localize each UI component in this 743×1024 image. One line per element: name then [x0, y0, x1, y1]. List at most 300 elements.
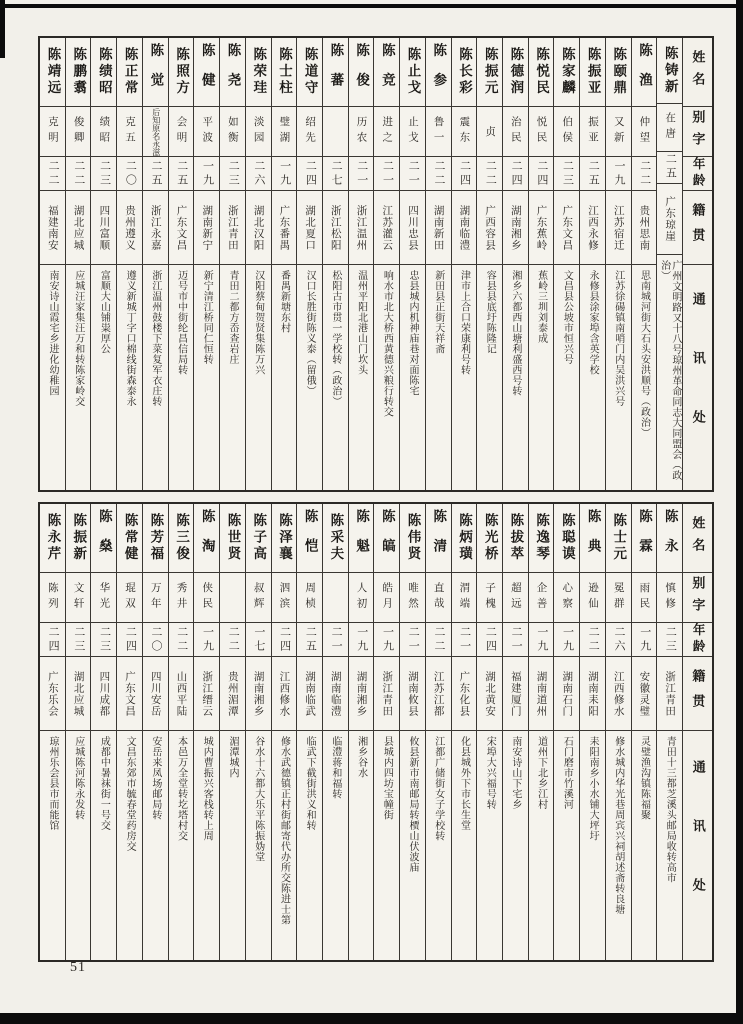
person-name: [632, 38, 657, 106]
person-native-place-text: 福建厦门: [509, 670, 521, 717]
person-address: [272, 264, 297, 490]
person-native-place-text: 湖北夏口: [304, 204, 316, 251]
person-name-text: 陈振元: [482, 47, 498, 97]
person-age: [503, 156, 528, 190]
person-name-text: 陈止戈: [405, 47, 421, 97]
person-native-place-text: 四川富顺: [98, 204, 110, 251]
person-name-text: 陈正常: [122, 47, 138, 97]
person-native-place: [503, 190, 528, 264]
header-contact-label: 通讯处: [690, 291, 706, 469]
header-zi: [683, 106, 712, 156]
person-name: [477, 504, 502, 572]
person-courtesy-name-text: 在唐: [664, 111, 676, 143]
person-address-text: 耒阳南乡小水铺大坪圩: [587, 736, 599, 841]
person-address-text: 津市上合口荣康利号转: [458, 270, 470, 375]
person-column: [193, 38, 219, 490]
person-age: [452, 622, 477, 656]
person-native-place: [117, 190, 142, 264]
person-courtesy-name: [40, 106, 65, 156]
person-native-place-text: 广东文昌: [175, 204, 187, 251]
person-age-text: 二四: [458, 159, 471, 188]
person-name: [323, 38, 348, 106]
person-courtesy-name: [400, 106, 425, 156]
person-courtesy-name-text: 绩昭: [98, 116, 110, 147]
person-native-place-text: 四川成都: [98, 670, 110, 717]
person-name-text: 陈渔: [637, 42, 652, 102]
directory-table-bottom-grid: [38, 502, 714, 962]
person-column: [451, 38, 477, 490]
person-name: [426, 504, 451, 572]
person-native-place: [323, 190, 348, 264]
person-column: [322, 504, 348, 960]
person-native-place-text: 湖南耒阳: [586, 670, 598, 717]
person-courtesy-name-text: 叔辉: [252, 582, 264, 613]
person-native-place: [606, 656, 631, 730]
person-name-text: 陈长彩: [456, 47, 472, 97]
person-address-text: 应城陈河陈永发转: [72, 736, 84, 820]
person-column: [40, 504, 65, 960]
person-age: [66, 622, 91, 656]
person-address-text: 忠县城内机神庙巷对面陈宅: [407, 270, 419, 396]
person-courtesy-name: [580, 106, 605, 156]
person-courtesy-name: [272, 106, 297, 156]
person-column: [245, 504, 271, 960]
person-age-text: 二二: [227, 625, 240, 654]
person-native-place: [220, 190, 245, 264]
scan-edge-bottom: [0, 1013, 743, 1024]
person-courtesy-name: [426, 572, 451, 622]
person-courtesy-name: [194, 106, 219, 156]
person-name-text: 陈铸新: [662, 45, 678, 96]
person-name: [297, 504, 322, 572]
person-age: [374, 156, 399, 190]
person-age-text: 一九: [355, 625, 368, 654]
person-courtesy-name: [91, 572, 116, 622]
person-name-text: 陈伟贤: [405, 513, 421, 563]
person-column: [65, 38, 91, 490]
header-name-label: 姓名: [690, 516, 706, 560]
person-address-text: 应城汪家集汪万和转陈家岭交: [72, 270, 84, 407]
person-courtesy-name: [452, 106, 477, 156]
person-age-text: 二五: [587, 159, 600, 188]
person-native-place-text: 湖北应城: [72, 204, 84, 251]
person-native-place-text: 江苏宿迁: [612, 204, 624, 251]
person-age-text: 二四: [484, 625, 497, 654]
person-name: [452, 38, 477, 106]
person-native-place: [606, 190, 631, 264]
person-address: [323, 730, 348, 960]
person-courtesy-name-text: 鲁一: [432, 116, 444, 147]
person-age-text: 二一: [330, 625, 343, 654]
person-address-text: 南安诗山下宅乡: [509, 736, 521, 810]
person-address-text: 思南城河街大石头安洪顺号（政治）: [638, 270, 650, 438]
person-native-place: [169, 656, 194, 730]
person-courtesy-name-text: 侠民: [201, 582, 213, 613]
person-name-text: 陈健: [199, 42, 215, 102]
person-address: [169, 264, 194, 490]
person-column: [322, 38, 348, 490]
person-age: [66, 156, 91, 190]
person-native-place-text: 湖南临澧: [329, 670, 341, 717]
person-address: [40, 264, 65, 490]
header-age-label: 年龄: [691, 157, 706, 190]
person-name: [657, 38, 682, 103]
person-name-text: 陈竞: [379, 42, 395, 102]
person-age: [632, 622, 657, 656]
person-address-text: 琼州乐会县市而能馆: [46, 736, 58, 831]
person-address: [117, 264, 142, 490]
person-name: [606, 38, 631, 106]
person-address-text: 江都广储街女子学校转: [432, 736, 444, 841]
person-age: [374, 622, 399, 656]
person-native-place-text: 浙江松阳: [329, 204, 341, 251]
person-column: [373, 38, 399, 490]
person-age-text: 二四: [304, 159, 317, 188]
person-courtesy-name: [657, 103, 682, 151]
person-native-place-text: 江苏江都: [432, 670, 444, 717]
person-courtesy-name: [349, 572, 374, 622]
person-courtesy-name: [117, 572, 142, 622]
person-native-place: [143, 190, 168, 264]
person-courtesy-name-text: 如衡: [226, 116, 238, 147]
person-courtesy-name-text: 贞: [484, 126, 496, 137]
header-contact: [683, 264, 712, 490]
person-courtesy-name: [632, 572, 657, 622]
person-courtesy-name-text: 华光: [98, 582, 110, 613]
person-age: [169, 622, 194, 656]
person-address: [143, 264, 168, 490]
person-native-place: [246, 190, 271, 264]
person-age: [246, 622, 271, 656]
person-courtesy-name: [40, 572, 65, 622]
person-courtesy-name: [400, 572, 425, 622]
person-age-text: 一九: [381, 625, 394, 654]
person-age-text: 二二: [587, 625, 600, 654]
person-courtesy-name: [246, 106, 271, 156]
person-age: [503, 622, 528, 656]
person-native-place: [66, 190, 91, 264]
person-name-text: 陈清: [431, 508, 447, 568]
person-column: [528, 38, 554, 490]
person-name: [91, 38, 116, 106]
person-age: [194, 156, 219, 190]
person-courtesy-name-text: 会明: [175, 116, 187, 147]
person-age-text: 一九: [201, 159, 214, 188]
person-column: [271, 38, 297, 490]
person-address-text: 文昌东郊市毓春堂药房交: [124, 736, 136, 852]
person-native-place-text: 湖北应城: [72, 670, 84, 717]
person-age: [220, 156, 245, 190]
person-address: [657, 730, 682, 960]
person-native-place-text: 福建南安: [46, 204, 58, 251]
person-native-place-text: 湖南临澧: [458, 204, 470, 251]
person-native-place: [374, 656, 399, 730]
person-age-text: 二二: [432, 159, 445, 188]
person-address: [143, 730, 168, 960]
person-address-text: 临武下截街洪义和转: [304, 736, 316, 831]
header-contact-label: 通讯处: [690, 759, 706, 937]
person-name: [91, 504, 116, 572]
person-name-text: 陈靖远: [45, 47, 61, 97]
person-courtesy-name: [606, 572, 631, 622]
person-address-text: 攸县新市南邮局转槚山伏波庙: [407, 736, 419, 873]
person-name: [529, 38, 554, 106]
person-courtesy-name: [529, 572, 554, 622]
person-native-place-text: 浙江永嘉: [149, 204, 161, 251]
person-age-text: 一九: [201, 625, 214, 654]
header-contact: [683, 730, 712, 960]
person-courtesy-name-text: 俊卿: [72, 116, 84, 147]
person-native-place-text: 湖北汉阳: [252, 204, 264, 251]
header-native: [683, 190, 712, 264]
person-name: [349, 38, 374, 106]
person-column: [65, 504, 91, 960]
person-name-text: 陈道守: [302, 47, 318, 97]
header-native-label: 籍贯: [690, 668, 706, 719]
person-age-text: 二三: [98, 625, 111, 654]
person-courtesy-name-text: 仲望: [638, 116, 650, 147]
person-courtesy-name: [297, 572, 322, 622]
person-age-text: 一九: [561, 625, 574, 654]
person-native-place: [580, 656, 605, 730]
person-address-text: 安岳来凤场邮局转: [149, 736, 161, 820]
person-native-place-text: 湖南湘乡: [509, 204, 521, 251]
person-native-place-text: 湖南湘乡: [355, 670, 367, 717]
person-native-place: [632, 656, 657, 730]
person-native-place: [220, 656, 245, 730]
person-age: [657, 622, 682, 656]
person-name-text: 陈聪谟: [559, 513, 575, 563]
person-column: [425, 38, 451, 490]
person-name: [194, 504, 219, 572]
person-age: [91, 156, 116, 190]
person-native-place-text: 江西修水: [612, 670, 624, 717]
person-name-text: 陈蕃: [328, 42, 344, 102]
person-column: [502, 504, 528, 960]
person-name-text: 陈常健: [122, 513, 138, 563]
person-native-place-text: 贵州湄潭: [226, 670, 238, 717]
person-native-place-text: 湖南新田: [432, 204, 444, 251]
person-age-text: 二一: [381, 159, 394, 188]
person-name: [40, 38, 65, 106]
person-age: [452, 156, 477, 190]
person-address: [349, 730, 374, 960]
person-courtesy-name: [246, 572, 271, 622]
person-native-place: [632, 190, 657, 264]
person-courtesy-name: [220, 572, 245, 622]
person-courtesy-name-text: 唯然: [406, 582, 418, 613]
person-address: [477, 730, 502, 960]
header-name: [683, 504, 712, 572]
person-age: [426, 156, 451, 190]
person-address: [477, 264, 502, 490]
person-address-text: 松阳古市贯一学校转（政治）: [329, 270, 341, 407]
person-name-text: 陈子高: [251, 513, 267, 563]
person-native-place-text: 浙江青田: [226, 204, 238, 251]
person-address: [657, 254, 682, 490]
header-name-label: 姓名: [690, 50, 706, 94]
person-courtesy-name: [272, 572, 297, 622]
person-age: [117, 622, 142, 656]
person-column: [553, 38, 579, 490]
person-native-place: [657, 183, 682, 254]
person-name: [297, 38, 322, 106]
person-native-place-text: 四川忠县: [406, 204, 418, 251]
person-address-text: 容县县底圩陈隆记: [484, 270, 496, 354]
person-column: [373, 504, 399, 960]
person-age-text: 二三: [72, 625, 85, 654]
person-column: [399, 504, 425, 960]
person-age-text: 二一: [355, 159, 368, 188]
directory-table-bottom: [38, 502, 714, 962]
person-age: [91, 622, 116, 656]
person-native-place-text: 浙江温州: [355, 204, 367, 251]
person-address: [426, 264, 451, 490]
person-address-text: 汉阳蔡甸贺贤集陈万兴: [252, 270, 264, 375]
person-address: [349, 264, 374, 490]
scan-edge-top: [0, 4, 743, 8]
person-address-text: 浙江温州鼓楼下菜复军衣庄转: [149, 270, 161, 407]
person-address-text: 迈号市中街纶昌信局转: [175, 270, 187, 375]
person-name: [426, 38, 451, 106]
person-address: [452, 264, 477, 490]
person-native-place: [657, 656, 682, 730]
person-age-text: 二〇: [124, 159, 137, 188]
person-courtesy-name: [503, 106, 528, 156]
person-courtesy-name-text: 逊仙: [586, 582, 598, 613]
header-age-label: 年龄: [691, 623, 706, 656]
person-name-text: 陈三俊: [174, 513, 190, 563]
person-native-place: [426, 190, 451, 264]
header-age: [683, 156, 712, 190]
person-courtesy-name: [632, 106, 657, 156]
person-address: [194, 730, 219, 960]
header-name: [683, 38, 712, 106]
person-name-text: 陈皜: [379, 508, 395, 568]
person-address-text: 汉口长胜街陈义泰（留俄）: [304, 270, 316, 396]
person-column: [142, 504, 168, 960]
person-age: [606, 622, 631, 656]
person-address: [554, 264, 579, 490]
person-native-place: [349, 656, 374, 730]
person-address: [606, 264, 631, 490]
person-age-text: 二一: [458, 625, 471, 654]
person-column: [631, 38, 657, 490]
person-age-text: 二四: [510, 159, 523, 188]
person-age: [477, 622, 502, 656]
person-courtesy-name: [297, 106, 322, 156]
person-name-text: 陈魁: [354, 508, 370, 568]
person-native-place: [272, 190, 297, 264]
person-courtesy-name: [426, 106, 451, 156]
person-age-text: 二〇: [150, 625, 163, 654]
person-column: [193, 504, 219, 960]
person-column: [528, 504, 554, 960]
person-age: [272, 622, 297, 656]
person-age: [40, 622, 65, 656]
person-name: [66, 38, 91, 106]
person-address-text: 化县城外下市长生堂: [458, 736, 470, 831]
person-courtesy-name-text: 心察: [561, 582, 573, 613]
scan-edge-right: [736, 0, 743, 1024]
person-age: [657, 151, 682, 183]
person-age: [554, 622, 579, 656]
person-courtesy-name-text: 历农: [355, 116, 367, 147]
person-name-text: 陈悦民: [534, 47, 550, 97]
person-native-place-text: 广东琼崖: [664, 195, 676, 242]
person-native-place-text: 浙江缙云: [201, 670, 213, 717]
person-age-text: 一九: [638, 625, 651, 654]
header-native-label: 籍贯: [690, 202, 706, 253]
person-age: [323, 622, 348, 656]
person-name-text: 陈典: [585, 508, 601, 568]
person-address: [66, 730, 91, 960]
person-age-text: 二六: [612, 625, 625, 654]
person-native-place-text: 安徽灵璧: [638, 670, 650, 717]
person-address: [40, 730, 65, 960]
person-address-text: 石门磨市竹溪河: [561, 736, 573, 810]
scan-edge-left: [0, 0, 5, 58]
person-name: [657, 504, 682, 572]
person-courtesy-name-text: 克明: [46, 116, 58, 147]
person-name: [606, 504, 631, 572]
person-name: [323, 504, 348, 572]
person-native-place-text: 广东乐会: [46, 670, 58, 717]
person-address-text: 成都中暑袜街一号交: [98, 736, 110, 831]
person-age-text: 二七: [330, 159, 343, 188]
person-name-text: 陈振新: [71, 513, 87, 563]
person-address: [323, 264, 348, 490]
person-name-text: 陈燊: [96, 508, 112, 568]
person-native-place-text: 湖南道州: [535, 670, 547, 717]
person-name-text: 陈家麟: [559, 47, 575, 97]
person-native-place: [400, 656, 425, 730]
person-address: [632, 730, 657, 960]
person-name: [220, 504, 245, 572]
person-courtesy-name: [143, 106, 168, 156]
person-column: [271, 504, 297, 960]
person-age: [297, 156, 322, 190]
person-address-text: 湄潭城内: [227, 736, 239, 778]
person-name-text: 陈永芹: [45, 513, 61, 563]
person-age: [529, 622, 554, 656]
person-column: [553, 504, 579, 960]
person-name-text: 陈尧: [225, 42, 241, 102]
person-courtesy-name: [554, 106, 579, 156]
person-address-text: 临澧蒋和福转: [329, 736, 341, 799]
person-courtesy-name: [374, 572, 399, 622]
person-courtesy-name: [452, 572, 477, 622]
person-address-text: 宋埠大兴福号转: [484, 736, 496, 810]
person-name-text: 陈振亚: [585, 47, 601, 97]
person-native-place: [66, 656, 91, 730]
person-name-text: 陈觉: [148, 42, 164, 102]
person-name: [632, 504, 657, 572]
person-address-text: 谷水十六都大乐平陈振妫堂: [252, 736, 264, 862]
person-column: [245, 38, 271, 490]
person-courtesy-name-text: 进之: [381, 116, 393, 147]
person-column: [425, 504, 451, 960]
person-name-text: 陈采夫: [328, 513, 344, 563]
person-column: [142, 38, 168, 490]
person-courtesy-name: [117, 106, 142, 156]
directory-table-top: [38, 36, 714, 492]
person-address: [66, 264, 91, 490]
person-name-text: 陈炳璜: [456, 513, 472, 563]
person-native-place: [297, 656, 322, 730]
person-native-place-text: 广东文昌: [561, 204, 573, 251]
person-native-place: [117, 656, 142, 730]
